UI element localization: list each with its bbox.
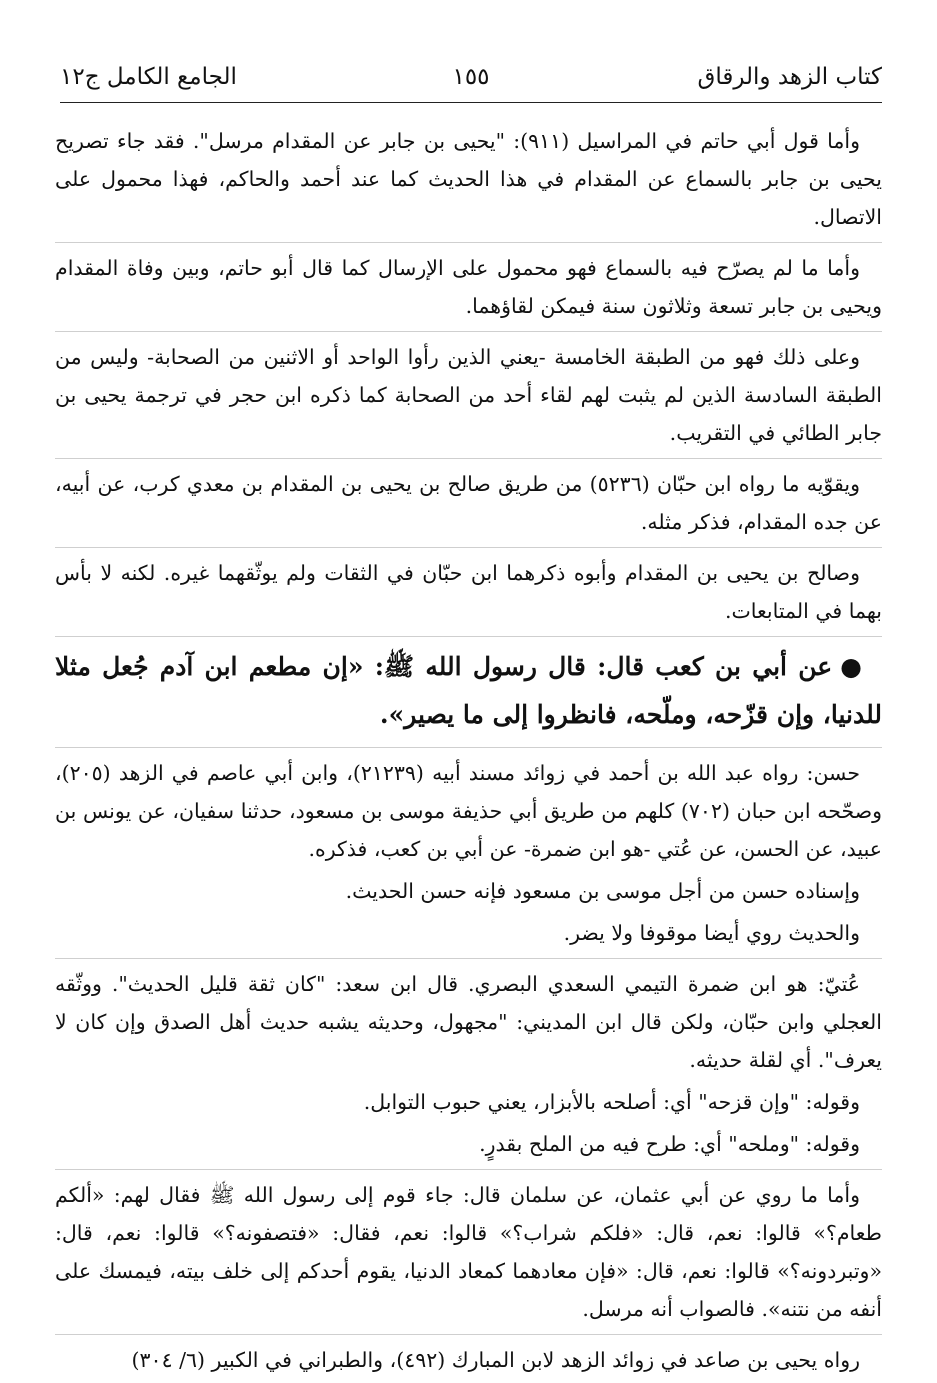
paragraph-isnad: وإسناده حسن من أجل موسى بن مسعود فإنه حسن الحديث. xyxy=(345,879,860,903)
paragraph-hasan-grading: حسن: رواه عبد الله بن أحمد في زوائد مسند أبيه (٢١٢٣٩)، وابن أبي عاصم في الزهد (٢٠٥)، وصحّحه ابن حبان (٧٠٢) كلهم من طريق أبي حذيفة موسى بن مسعود، حدثنا سفيان، عن يونس بن عبيد، عن الحسن، عن عُتي -هو ابن ضمرة- عن أبي بن كعب، فذكره. xyxy=(55,761,883,861)
hadith-body: عن أبي بن كعب قال: قال رسول الله ﷺ: «إن مطعم ابن آدم جُعل مثلا للدنيا، وإن قزّحه، وملّحه، فانظروا إلى ما يصير». xyxy=(55,652,882,729)
paragraph-qazahahu: وقوله: "وإن قزحه" أي: أصلحه بالأبزار، يعني حبوب التوابل. xyxy=(363,1090,860,1114)
paragraph-mallahahu: وقوله: "وملحه" أي: طرح فيه من الملح بقدرٍ. xyxy=(479,1132,860,1156)
paragraph-abu-hatim: وأما قول أبي حاتم في المراسيل (٩١١): "يحيى بن جابر عن المقدام مرسل". فقد جاء تصريح يحيى بن جابر بالسماع عن المقدام في هذا الحديث كما عند أحمد والحاكم، فهذا محمول على الاتصال. xyxy=(55,129,882,229)
bullet-icon: ● xyxy=(840,652,862,681)
divider xyxy=(55,458,882,459)
divider xyxy=(55,958,882,959)
book-section-title: كتاب الزهد والرقاق xyxy=(697,64,882,90)
paragraph-ibn-saed: رواه يحيى بن صاعد في زوائد الزهد لابن المبارك (٤٩٢)، والطبراني في الكبير (٦/ ٣٠٤) xyxy=(131,1348,860,1372)
page-number: ١٥٥ xyxy=(452,64,490,90)
divider xyxy=(55,331,882,332)
divider xyxy=(55,747,882,748)
paragraph-mawquf: والحديث روي أيضا موقوفا ولا يضر. xyxy=(563,921,860,945)
paragraph-tabaqa: وعلى ذلك فهو من الطبقة الخامسة -يعني الذين رأوا الواحد أو الاثنين من الصحابة- وليس من الطبقة السادسة الذين لم يثبت لهم لقاء أحد من الصحابة كما ذكره ابن حجر في ترجمة يحيى بن جابر الطائي في التقريب. xyxy=(55,345,882,445)
page-body xyxy=(55,122,882,1383)
divider xyxy=(55,547,882,548)
paragraph-utayy: عُتيّ: هو ابن ضمرة التيمي السعدي البصري. قال ابن سعد: "كان ثقة قليل الحديث". ووثّقه العجلي وابن حبّان، ولكن قال ابن المديني: "مجهول، وحديثه يشبه حديث أهل الصدق وإن كان لا يعرف". أي لقلة حديثه. xyxy=(55,972,882,1072)
book-volume-title: الجامع الكامل ج١٢ xyxy=(60,64,237,90)
hadith-text xyxy=(55,643,882,739)
paragraph-ibn-hibban: ويقوّيه ما رواه ابن حبّان (٥٢٣٦) من طريق صالح بن يحيى بن المقدام بن معدي كرب، عن أبيه، عن جده المقدام، فذكر مثله. xyxy=(55,472,882,534)
paragraph-salih: وصالح بن يحيى بن المقدام وأبوه ذكرهما ابن حبّان في الثقات ولم يوثّقهما غيره. لكنه لا بأس بهما في المتابعات. xyxy=(55,561,882,623)
paragraph-irsal: وأما ما لم يصرّح فيه بالسماع فهو محمول على الإرسال كما قال أبو حاتم، وبين وفاة المقدام ويحيى بن جابر تسعة وثلاثون سنة فيمكن لقاؤهما. xyxy=(55,256,882,318)
running-header xyxy=(60,58,882,103)
divider xyxy=(55,1169,882,1170)
divider xyxy=(55,636,882,637)
divider xyxy=(55,1334,882,1335)
divider xyxy=(55,242,882,243)
paragraph-salman: وأما ما روي عن أبي عثمان، عن سلمان قال: جاء قوم إلى رسول الله ﷺ فقال لهم: «ألكم طعام؟» قالوا: نعم، قال: «فلكم شراب؟» قالوا: نعم، فقال: «فتصفونه؟» قالوا: نعم، قال: «وتبردونه؟» قالوا: نعم، قال: «فإن معادهما كمعاد الدنيا، يقوم أحدكم إلى خلف بيته، فيمسك على أنفه من نتنه». فالصواب أنه مرسل. xyxy=(55,1183,882,1321)
